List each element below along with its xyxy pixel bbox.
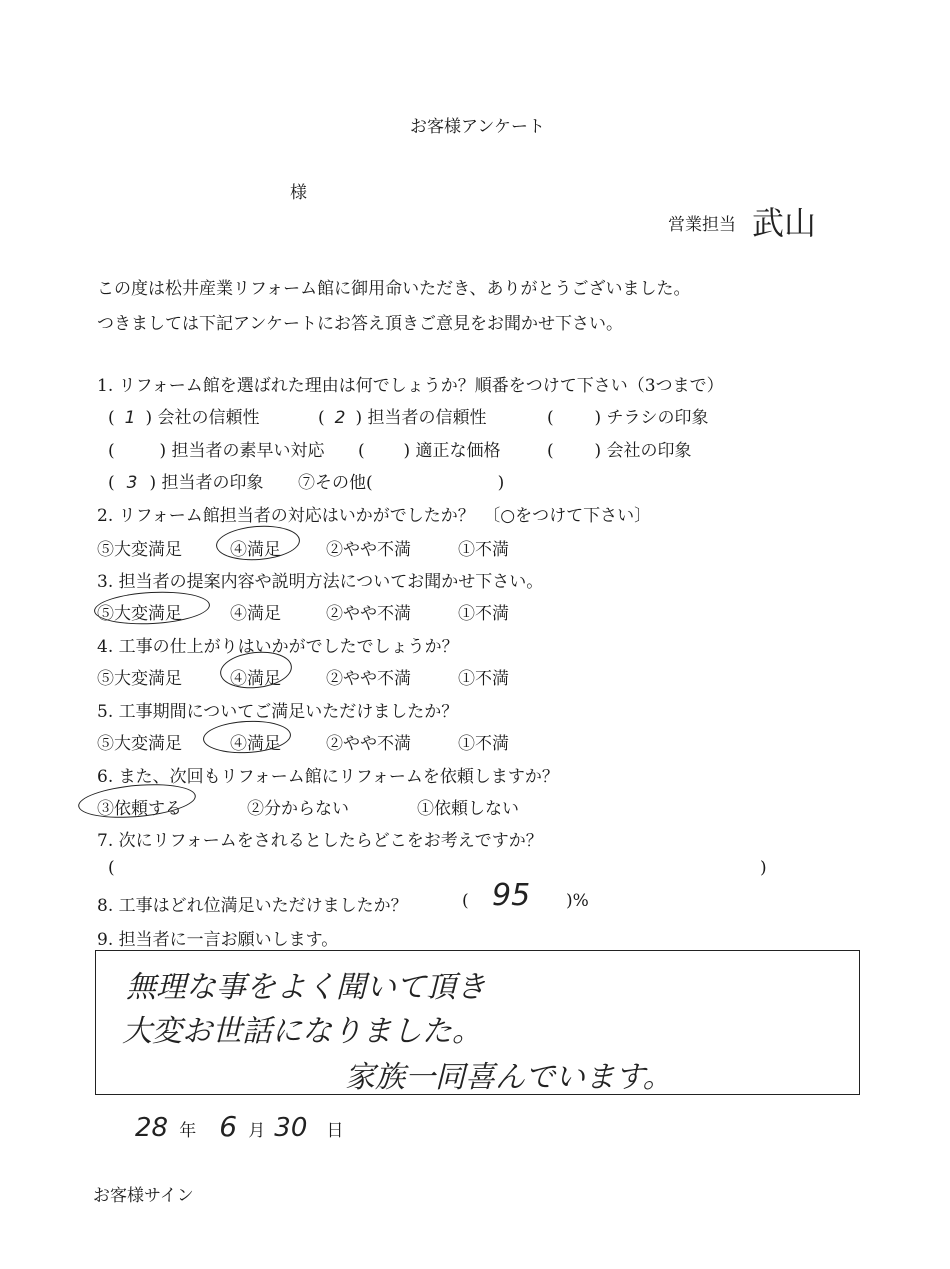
q1-question: 1. リフォーム館を選ばれた理由は何でしょうか？順番をつけて下さい（3つまで） (97, 376, 724, 396)
comment-line-1: 無理な事をよく聞いて頂き (126, 970, 486, 1005)
q1-option-staff-impression[interactable]: ( 3 ) 担当者の印象 (108, 473, 264, 493)
q6-option[interactable]: ②分からない (247, 799, 349, 819)
q3-option[interactable]: ⑤大変満足 (97, 604, 182, 624)
date-year-unit: 年 (179, 1121, 197, 1141)
q2-option[interactable]: ⑤大変満足 (97, 540, 182, 560)
survey-title: お客様アンケート (410, 117, 545, 137)
q6-option[interactable]: ①依頼しない (417, 799, 519, 819)
q1-other-label: ⑦その他( (298, 473, 373, 493)
q3-question: 3. 担当者の提案内容や説明方法についてお聞かせ下さい。 (97, 572, 544, 592)
q5-option[interactable]: ④満足 (230, 734, 281, 754)
q3-option[interactable]: ①不満 (458, 604, 509, 624)
q1-mark: 1 (124, 408, 136, 428)
q8-open: ( (462, 891, 469, 911)
q1-option-flyer[interactable]: ( ) チラシの印象 (547, 408, 709, 428)
q2-question: 2. リフォーム館担当者の対応はいかがでしたか？ 〔○をつけて下さい〕 (97, 506, 652, 526)
date-field[interactable] (135, 1110, 343, 1143)
q1-mark: 3 (126, 473, 138, 493)
q8-close: )% (566, 891, 589, 911)
q1-option-label: 担当者の印象 (161, 473, 264, 493)
q1-other-close: ) (497, 473, 505, 493)
date-year: 28 (135, 1113, 169, 1143)
q1-option-quick-response[interactable]: ( ) 担当者の素早い対応 (108, 441, 325, 461)
q3-option[interactable]: ④満足 (230, 604, 281, 624)
q4-option[interactable]: ②やや不満 (326, 669, 411, 689)
q7-answer-close: ) (760, 858, 767, 878)
signature-label: お客様サイン (93, 1186, 194, 1206)
q3-selection-circle (93, 589, 211, 627)
q4-question: 4. 工事の仕上がりはいかがでしたでしょうか？ (97, 637, 459, 657)
q5-option[interactable]: ①不満 (458, 734, 509, 754)
q1-option-label: 会社の印象 (606, 441, 692, 461)
q5-question: 5. 工事期間についてご満足いただけましたか？ (97, 702, 459, 722)
q1-option-label: 適正な価格 (415, 441, 501, 461)
q1-option-label: 会社の信頼性 (157, 408, 260, 428)
intro-line-1: この度は松井産業リフォーム館に御用命いただき、ありがとうございました。 (97, 279, 691, 299)
q1-option-staff-trust[interactable]: ( 2 ) 担当者の信頼性 (318, 408, 487, 428)
q6-question: 6. また、次回もリフォーム館にリフォームを依頼しますか？ (97, 767, 559, 787)
q8-satisfaction-value[interactable]: 95 (492, 878, 531, 913)
q4-option[interactable]: ④満足 (230, 669, 281, 689)
q1-option-other[interactable] (298, 468, 504, 493)
sales-rep-label: 営業担当 (668, 215, 736, 235)
date-day: 30 (274, 1113, 308, 1143)
q1-option-label: 担当者の素早い対応 (171, 441, 325, 461)
q6-option[interactable]: ③依頼する (97, 799, 182, 819)
date-day-unit: 日 (326, 1121, 344, 1141)
q2-selection-circle (215, 523, 301, 563)
comment-line-3: 家族一同喜んでいます。 (345, 1060, 673, 1095)
q7-answer-open: ( (108, 858, 115, 878)
intro-line-2: つきましては下記アンケートにお答え頂きご意見をお聞かせ下さい。 (97, 314, 623, 334)
q1-option-label: チラシの印象 (606, 408, 709, 428)
q1-option-company-trust[interactable]: ( 1 ) 会社の信頼性 (108, 408, 260, 428)
customer-honorific: 様 (290, 183, 307, 203)
q1-mark: 2 (334, 408, 346, 428)
q7-question: 7. 次にリフォームをされるとしたらどこをお考えですか？ (97, 831, 543, 851)
q3-option[interactable]: ②やや不満 (326, 604, 411, 624)
q2-option[interactable]: ①不満 (458, 540, 509, 560)
date-month-unit: 月 (248, 1121, 266, 1141)
q5-option[interactable]: ⑤大変満足 (97, 734, 182, 754)
q4-option[interactable]: ⑤大変満足 (97, 669, 182, 689)
date-month: 6 (219, 1110, 238, 1143)
q1-option-fair-price[interactable]: ( ) 適正な価格 (358, 441, 501, 461)
sales-rep-name: 武山 (752, 204, 817, 242)
q8-question: 8. 工事はどれ位満足いただけましたか？ (97, 896, 408, 916)
q2-option[interactable]: ②やや不満 (326, 540, 411, 560)
q2-option[interactable]: ④満足 (230, 540, 281, 560)
q4-option[interactable]: ①不満 (458, 669, 509, 689)
q9-question: 9. 担当者に一言お願いします。 (97, 930, 339, 950)
q1-option-label: 担当者の信頼性 (367, 408, 487, 428)
q5-option[interactable]: ②やや不満 (326, 734, 411, 754)
q1-option-company-impression[interactable]: ( ) 会社の印象 (547, 441, 692, 461)
comment-line-2: 大変お世話になりました。 (122, 1014, 482, 1049)
